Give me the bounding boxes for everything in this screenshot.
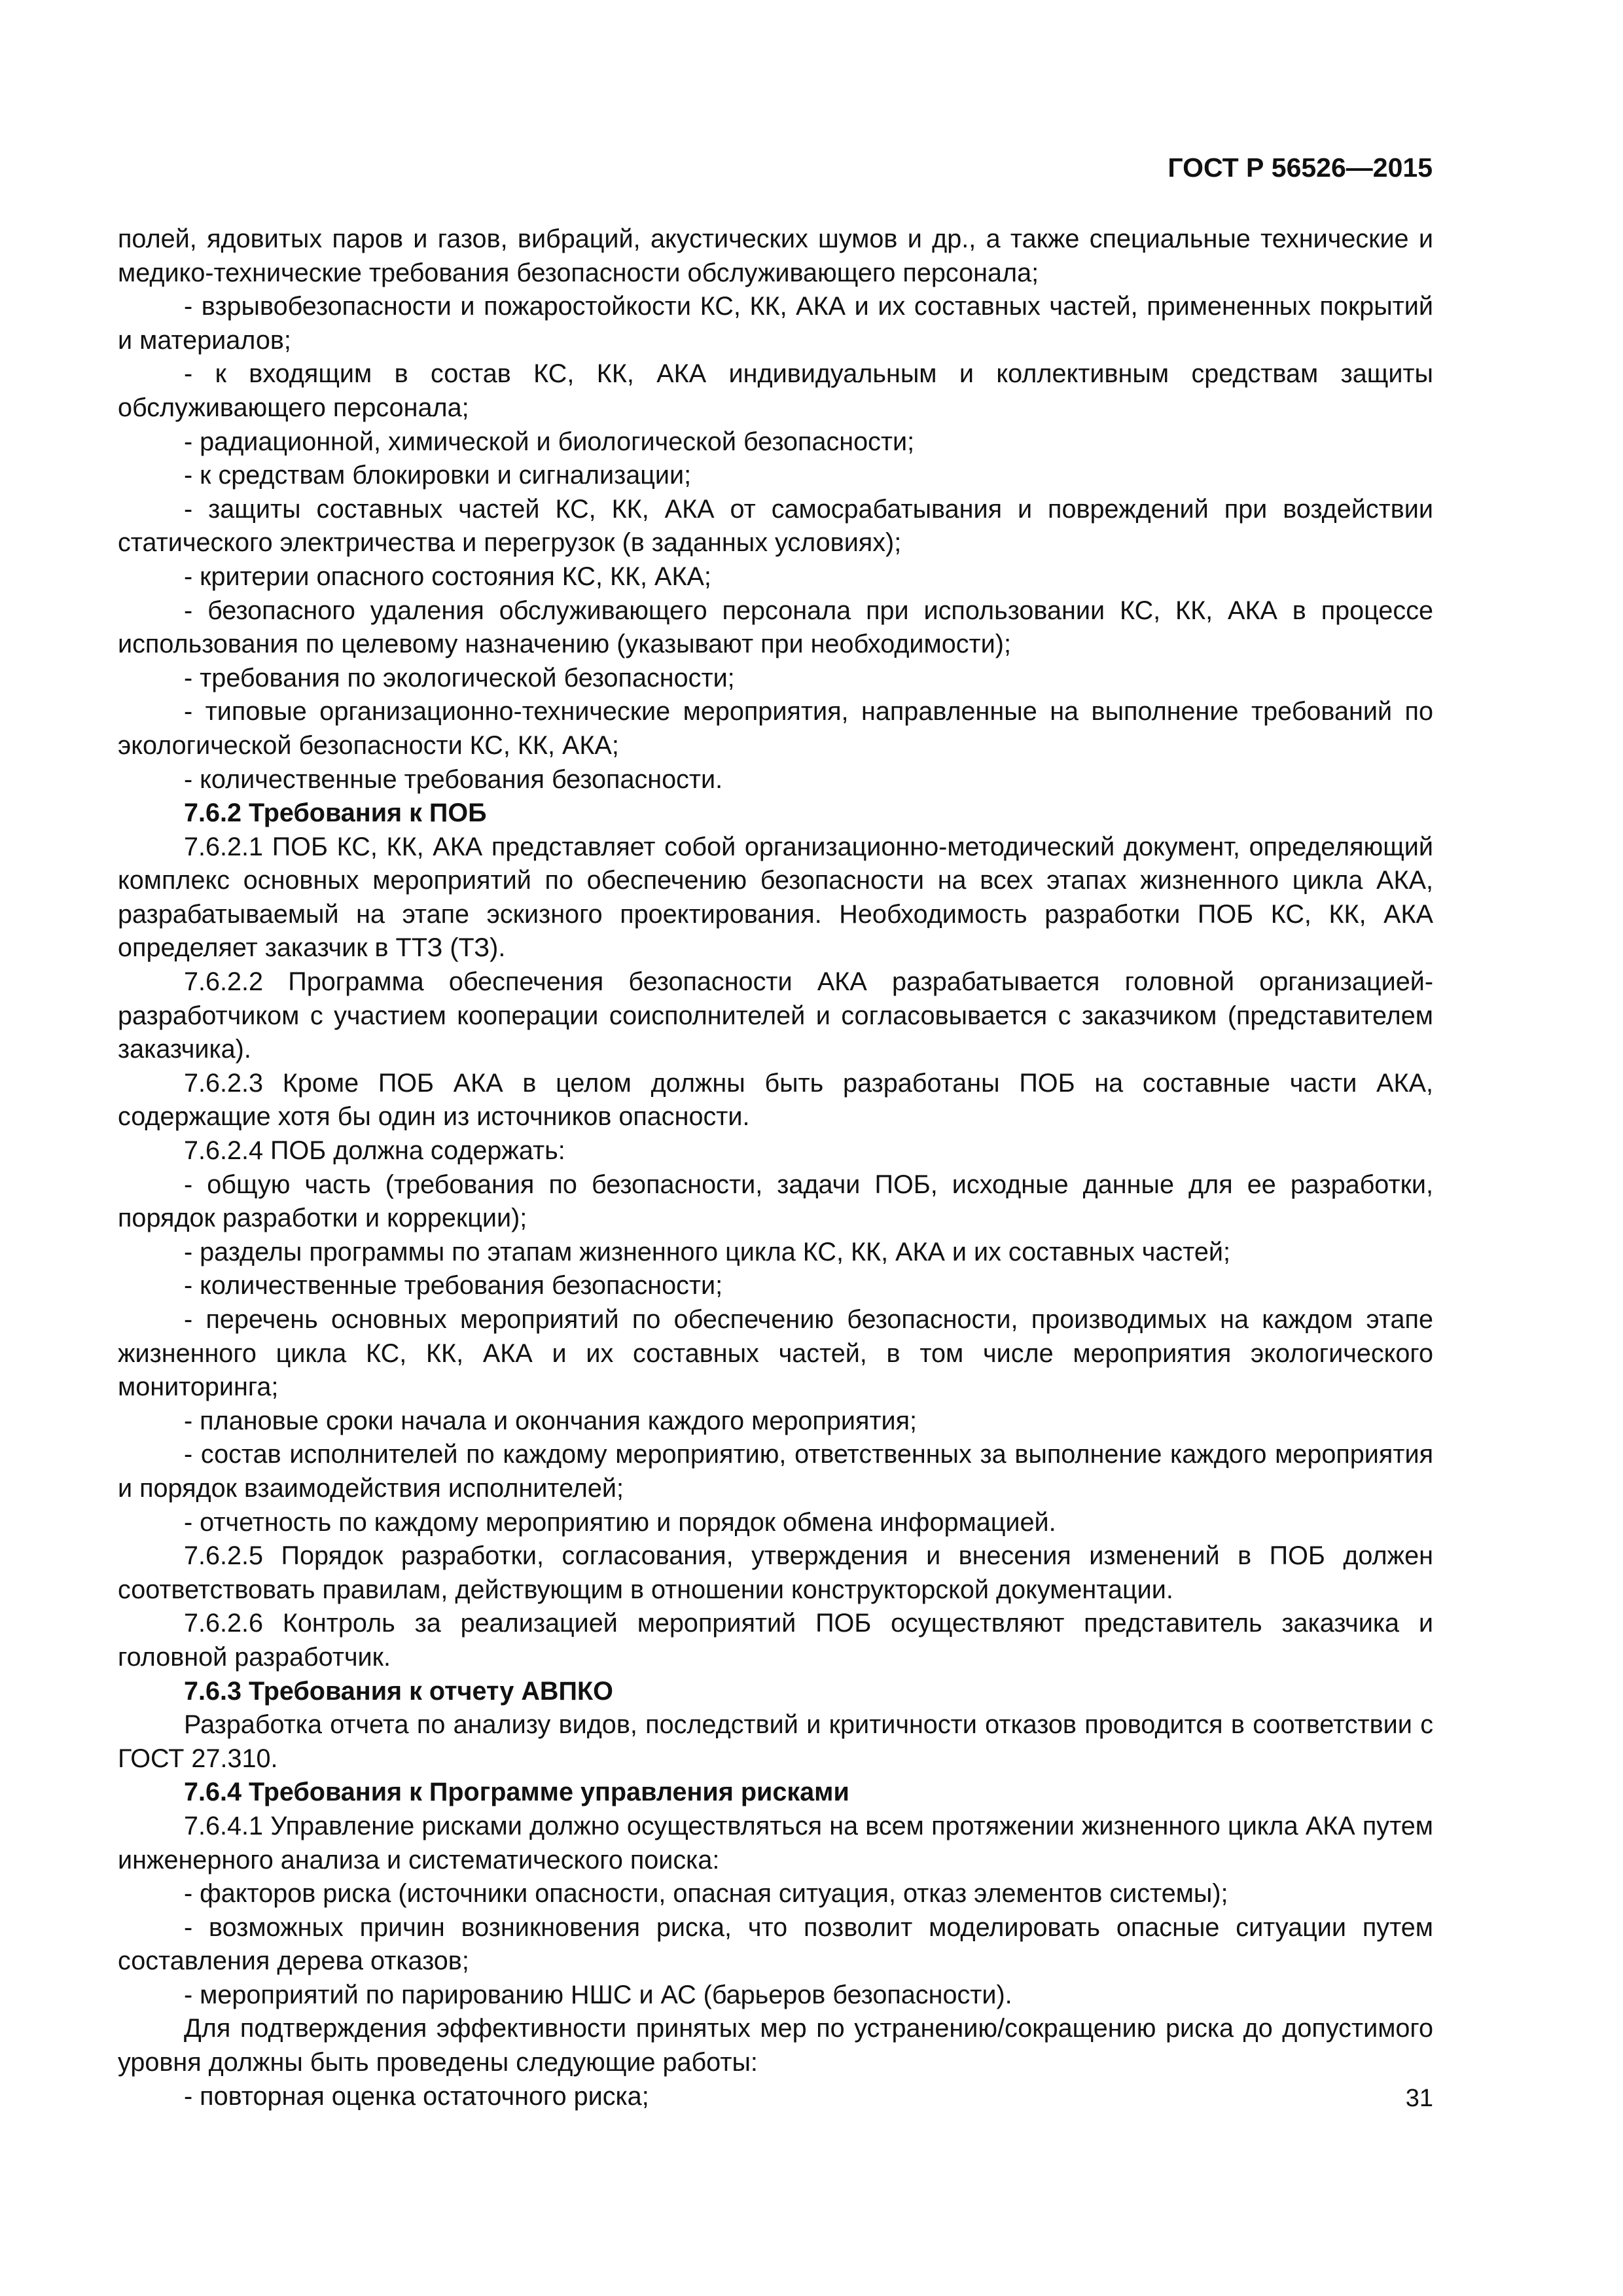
section-heading-7-6-3: 7.6.3 Требования к отчету АВПКО <box>184 1676 613 1706</box>
list-item: - перечень основных мероприятий по обеспечению безопасности, производимых на каждом этапе жизненного цикла КС, КК, АКА и их составных частей, в том числе мероприятия экологического мониторинга; <box>118 1305 1433 1402</box>
list-item: - отчетность по каждому мероприятию и порядок обмена информацией. <box>184 1507 1056 1537</box>
list-item: - типовые организационно-технические мероприятия, направленные на выполнение требований по экологической безопасности КС, КК, АКА; <box>118 697 1433 760</box>
list-item: - факторов риска (источники опасности, опасная ситуация, отказ элементов системы); <box>184 1879 1228 1909</box>
page-number: 31 <box>1405 2085 1433 2112</box>
paragraph: Для подтверждения эффективности принятых мер по устранению/сокращению риска до допустимого уровня должны быть проведены следующие работы: <box>118 2014 1433 2077</box>
list-item: - к средствам блокировки и сигнализации; <box>184 461 692 490</box>
document-header: ГОСТ Р 56526—2015 <box>1168 152 1433 183</box>
paragraph: 7.6.2.1 ПОБ КС, КК, АКА представляет собой организационно-методический документ, определяющий комплекс основных мероприятий по обеспечению безопасности на всех этапах жизненного цикла АКА, разрабатываемый на этапе эскизного проектирования. Необходимость разработки ПОБ КС, КК, АКА определяет заказчик в ТТЗ (ТЗ). <box>118 832 1433 963</box>
list-item: - требования по экологической безопасности; <box>184 663 735 692</box>
list-item: - защиты составных частей КС, КК, АКА от самосрабатывания и повреждений при воздействии статического электричества и перегрузок (в заданных условиях); <box>118 494 1433 558</box>
list-item: - радиационной, химической и биологической безопасности; <box>184 427 915 456</box>
section-heading-7-6-2: 7.6.2 Требования к ПОБ <box>184 798 487 828</box>
paragraph: Разработка отчета по анализу видов, последствий и критичности отказов проводится в соответствии с ГОСТ 27.310. <box>118 1710 1433 1773</box>
list-item: - безопасного удаления обслуживающего персонала при использовании КС, КК, АКА в процессе использования по целевому назначению (указывают при необходимости); <box>118 596 1433 659</box>
paragraph: 7.6.2.6 Контроль за реализацией мероприятий ПОБ осуществляют представитель заказчика и головной разработчик. <box>118 1609 1433 1672</box>
list-item: - возможных причин возникновения риска, что позволит моделировать опасные ситуации путем составления дерева отказов; <box>118 1912 1433 1976</box>
paragraph: 7.6.2.2 Программа обеспечения безопасности АКА разрабатывается головной организацией-разработчиком с участием кооперации соисполнителей и согласовывается с заказчиком (представителем заказчика). <box>118 967 1433 1064</box>
list-item: - плановые сроки начала и окончания каждого мероприятия; <box>184 1406 918 1435</box>
list-item: - мероприятий по парированию НШС и АС (барьеров безопасности). <box>184 1980 1012 2009</box>
list-item: - разделы программы по этапам жизненного цикла КС, КК, АКА и их составных частей; <box>184 1237 1230 1266</box>
list-item: - состав исполнителей по каждому мероприятию, ответственных за выполнение каждого мероприятия и порядок взаимодействия исполнителей; <box>118 1440 1433 1503</box>
list-item: - повторная оценка остаточного риска; <box>184 2081 649 2111</box>
document-body <box>118 223 1433 2113</box>
paragraph: 7.6.2.5 Порядок разработки, согласования, утверждения и внесения изменений в ПОБ должен соответствовать правилам, действующим в отношении конструкторской документации. <box>118 1541 1433 1604</box>
paragraph: 7.6.4.1 Управление рисками должно осуществляться на всем протяжении жизненного цикла АКА путем инженерного анализа и систематического поиска: <box>118 1811 1433 1874</box>
list-item: - к входящим в состав КС, КК, АКА индивидуальным и коллективным средствам защиты обслуживающего персонала; <box>118 359 1433 422</box>
list-item: - взрывобезопасности и пожаростойкости КС, КК, АКА и их составных частей, примененных покрытий и материалов; <box>118 292 1433 355</box>
list-item: - общую часть (требования по безопасности, задачи ПОБ, исходные данные для ее разработки, порядок разработки и коррекции); <box>118 1170 1433 1233</box>
list-item: - критерии опасного состояния КС, КК, АКА; <box>184 562 711 591</box>
list-item: - количественные требования безопасности; <box>184 1271 723 1300</box>
section-heading-7-6-4: 7.6.4 Требования к Программе управления рисками <box>184 1778 849 1807</box>
list-item: - количественные требования безопасности. <box>184 764 723 794</box>
paragraph: полей, ядовитых паров и газов, вибраций, акустических шумов и др., а также специальные технические и медико-технические требования безопасности обслуживающего персонала; <box>118 224 1433 287</box>
paragraph: 7.6.2.4 ПОБ должна содержать: <box>184 1136 565 1166</box>
paragraph: 7.6.2.3 Кроме ПОБ АКА в целом должны быть разработаны ПОБ на составные части АКА, содержащие хотя бы один из источников опасности. <box>118 1068 1433 1132</box>
